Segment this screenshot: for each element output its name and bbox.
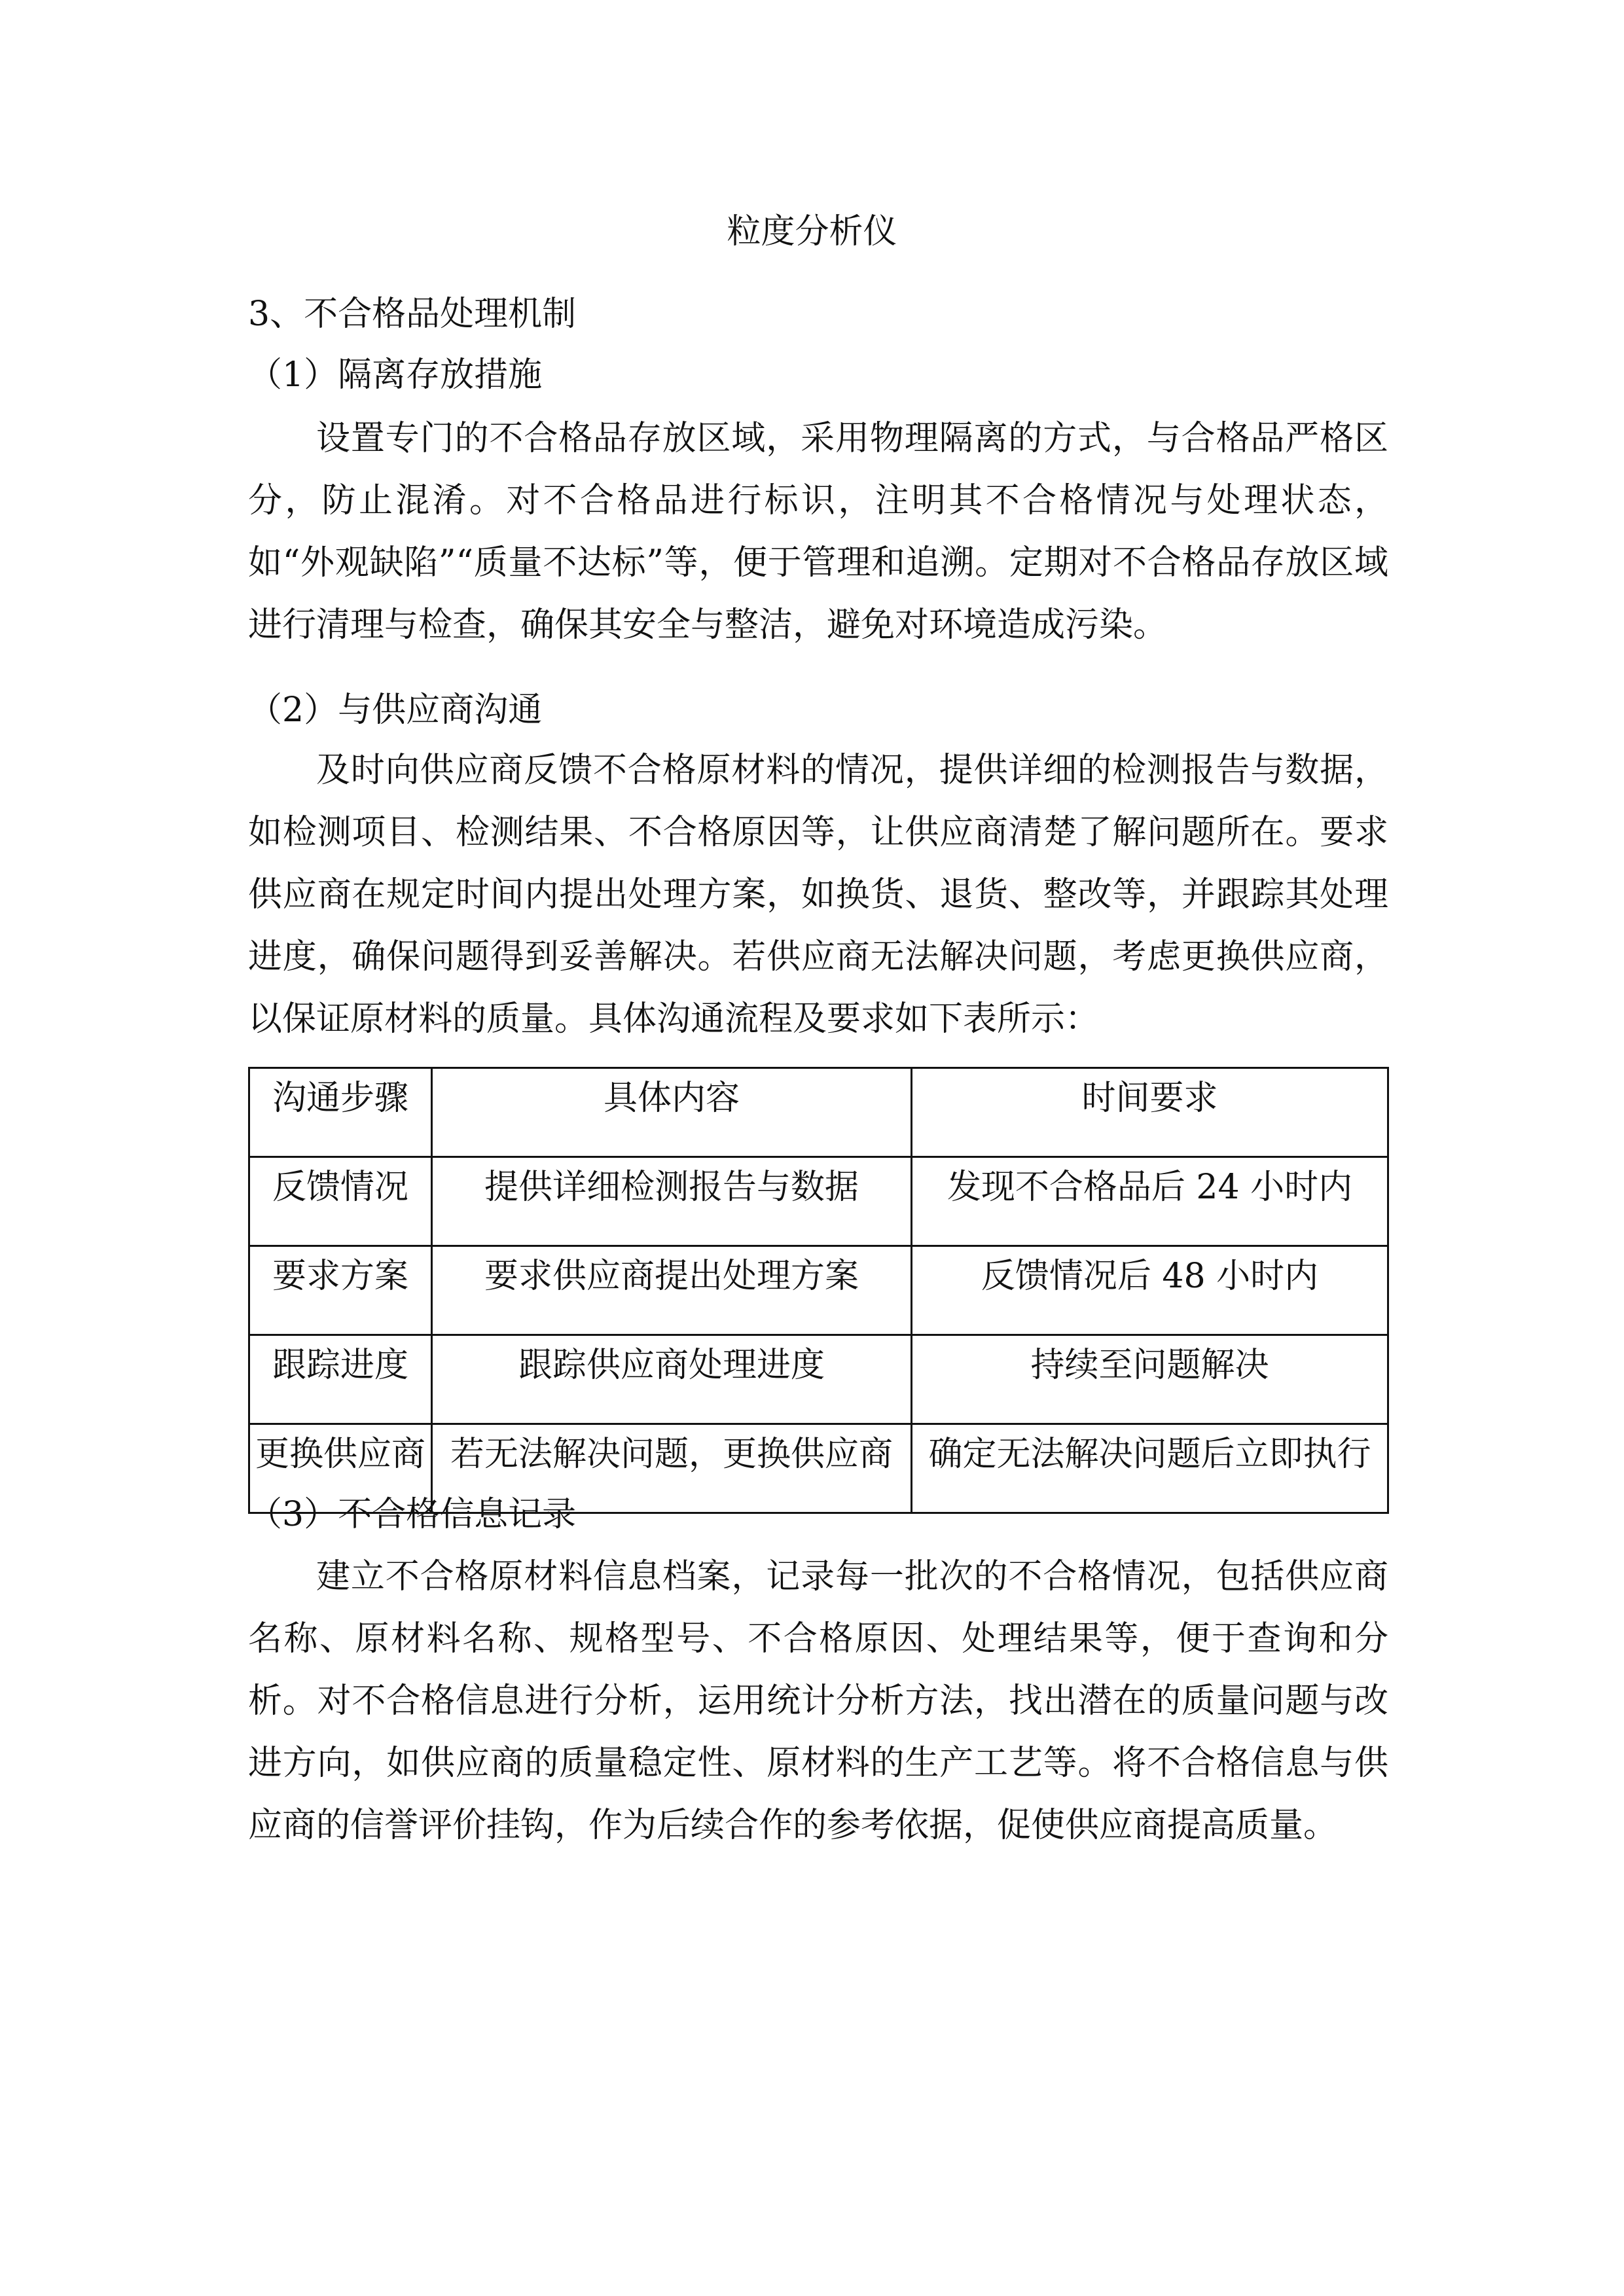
table-cell: 发现不合格品后 24 小时内 [912, 1157, 1388, 1246]
table-cell: 更换供应商 [249, 1424, 432, 1513]
section-heading: 3、不合格品处理机制 [248, 295, 577, 334]
document-title: 粒度分析仪 [727, 212, 897, 251]
table-cell: 跟踪供应商处理进度 [432, 1335, 912, 1424]
table-cell: 反馈情况 [249, 1157, 432, 1246]
subsection-heading-1: （1）隔离存放措施 [248, 355, 543, 395]
table-row [249, 1157, 1388, 1246]
table-row [249, 1335, 1388, 1424]
communication-table [248, 1067, 1389, 1514]
table-cell: 要求供应商提出处理方案 [432, 1246, 912, 1335]
paragraph-nonconformance-records: 建立不合格原材料信息档案，记录每一批次的不合格情况，包括供应商名称、原材料名称、规格型号、不合格原因、处理结果等，便于查询和分析。对不合格信息进行分析，运用统计分析方法，找出潜在的质量问题与改进方向，如供应商的质量稳定性、原材料的生产工艺等。将不合格信息与供应商的信誉评价挂钩，作为后续合作的参考依据，促使供应商提高质量。 [248, 1557, 1388, 1845]
subsection-heading-3: （3）不合格信息记录 [248, 1495, 577, 1534]
table-cell: 若无法解决问题，更换供应商 [432, 1424, 912, 1513]
table-header-row [249, 1068, 1388, 1157]
table-cell: 跟踪进度 [249, 1335, 432, 1424]
table-cell: 要求方案 [249, 1246, 432, 1335]
table-cell: 持续至问题解决 [912, 1335, 1388, 1424]
paragraph-isolation: 设置专门的不合格品存放区域，采用物理隔离的方式，与合格品严格区分，防止混淆。对不合格品进行标识，注明其不合格情况与处理状态，如“外观缺陷”“质量不达标”等，便于管理和追溯。定期对不合格品存放区域进行清理与检查，确保其安全与整洁，避免对环境造成污染。 [248, 419, 1388, 645]
table-cell: 确定无法解决问题后立即执行 [912, 1424, 1388, 1513]
subsection-heading-2: （2）与供应商沟通 [248, 691, 543, 730]
table-header-cell: 时间要求 [912, 1068, 1388, 1157]
paragraph-supplier-communication: 及时向供应商反馈不合格原材料的情况，提供详细的检测报告与数据，如检测项目、检测结果、不合格原因等，让供应商清楚了解问题所在。要求供应商在规定时间内提出处理方案，如换货、退货、整改等，并跟踪其处理进度，确保问题得到妥善解决。若供应商无法解决问题，考虑更换供应商，以保证原材料的质量。具体沟通流程及要求如下表所示： [248, 751, 1388, 1039]
table-header-cell: 具体内容 [432, 1068, 912, 1157]
table-cell: 反馈情况后 48 小时内 [912, 1246, 1388, 1335]
table-cell: 提供详细检测报告与数据 [432, 1157, 912, 1246]
table-header-cell: 沟通步骤 [249, 1068, 432, 1157]
table-row [249, 1246, 1388, 1335]
